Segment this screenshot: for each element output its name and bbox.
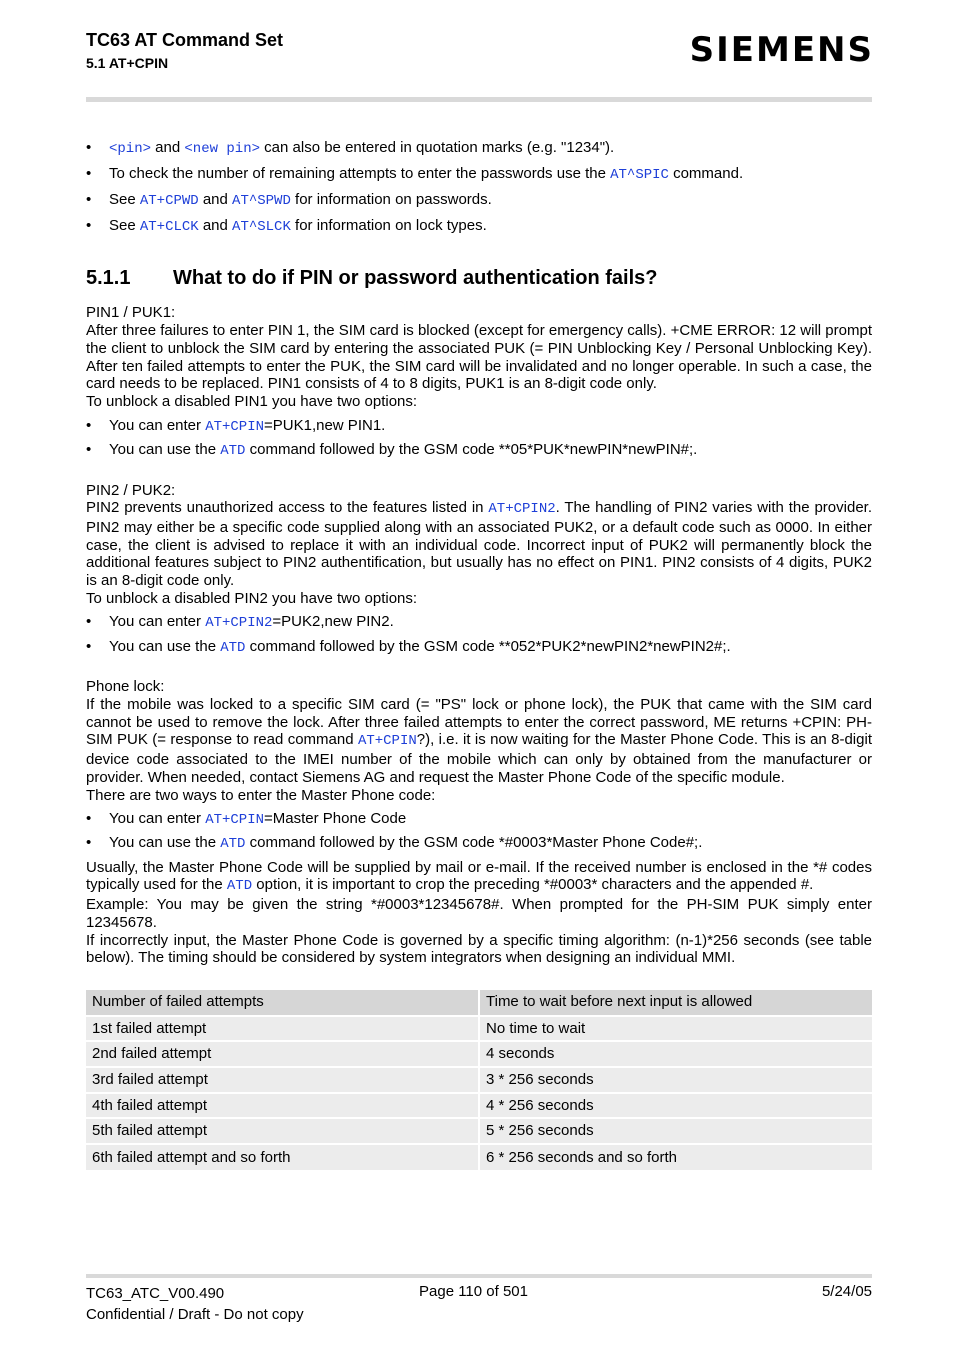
table-row: [86, 1093, 872, 1119]
code-link-atd[interactable]: ATD: [220, 836, 246, 853]
table-cell: 3rd failed attempt: [86, 1067, 479, 1093]
text: You can use the: [109, 834, 221, 852]
text: option, it is important to crop the preceding *#0003* characters and the appended #.: [252, 876, 814, 894]
failed-attempts-table: [86, 990, 872, 1170]
text: Usually, the Master Phone Code will be supplied by mail or e-mail. If the received number is enclosed in the *# codes typically used for the: [86, 858, 872, 894]
section-title: What to do if PIN or password authentication fails?: [173, 266, 658, 289]
pin1-body: After three failures to enter PIN 1, the SIM card is blocked (except for emergency calls). +CME ERROR: 12 will prompt the client to unblock the SIM card by entering the associated PUK (= PIN Unblocking Key / Personal Unblocking Key). After ten failed attempts to enter the PUK, the SIM card will be invalidated and no longer operable. In such a case, the card needs to be replaced. PIN1 consists of 4 to 8 digits, PUK1 is an 8-digit code only.: [86, 322, 872, 393]
text: If the mobile was locked to a specific SIM card (= "PS" lock or phone lock), the PUK that came with the SIM card cannot be used to remove the lock. After three failed attempts to enter the correct password, ME returns +CPIN: PH-SIM PUK (= response to read command: [86, 696, 872, 749]
text: You can use the: [109, 440, 221, 458]
footer-page-number: Page 110 of 501: [419, 1283, 528, 1300]
code-link-cpwd[interactable]: AT+CPWD: [139, 193, 199, 209]
footer-confidential: Confidential / Draft - Do not copy: [86, 1306, 304, 1323]
text: and: [198, 191, 233, 208]
table-cell: 5th failed attempt: [86, 1118, 479, 1144]
header-divider: [86, 97, 872, 102]
list-item: [86, 441, 872, 461]
table-row: [86, 1118, 872, 1144]
page-content: [86, 139, 872, 1170]
table-cell: 6th failed attempt and so forth: [86, 1144, 479, 1170]
pin1-label: PIN1 / PUK1:: [86, 304, 176, 322]
phone-lock-body: [86, 696, 872, 787]
text: See: [109, 191, 140, 208]
example-paragraph: Example: You may be given the string *#0003*12345678#. When prompted for the PH-SIM PUK simply enter 12345678.: [86, 896, 872, 931]
code-link-slck[interactable]: AT^SLCK: [232, 219, 291, 235]
text: and: [198, 217, 233, 234]
section-heading: [86, 266, 872, 289]
table-row: [86, 1144, 872, 1170]
text: =Master Phone Code: [264, 810, 407, 828]
table-cell: 4 * 256 seconds: [479, 1093, 872, 1119]
text: and: [151, 139, 185, 156]
text: can also be entered in quotation marks (e.g. "1234").: [260, 139, 615, 156]
table-header-row: [86, 990, 872, 1016]
pin2-body: [86, 499, 872, 590]
table-cell: No time to wait: [479, 1016, 872, 1042]
table-row: [86, 1041, 872, 1067]
table-cell: 2nd failed attempt: [86, 1041, 479, 1067]
list-item: [86, 834, 872, 854]
pin1-option-list: [86, 417, 872, 461]
code-link-atd[interactable]: ATD: [220, 639, 246, 656]
table-cell: 6 * 256 seconds and so forth: [479, 1144, 872, 1170]
table-row: [86, 1016, 872, 1042]
table-cell: 4th failed attempt: [86, 1093, 479, 1119]
timing-paragraph: If incorrectly input, the Master Phone Code is governed by a specific timing algorithm: (n-1)*256 seconds (see table below). The timing should be considered by system integrators when designing an individual MMI.: [86, 931, 872, 967]
code-link-atd[interactable]: ATD: [220, 442, 246, 459]
pin2-option-list: [86, 613, 872, 657]
pin2-block: [86, 482, 872, 658]
phone-lock-label: Phone lock:: [86, 678, 165, 696]
list-item: [86, 613, 872, 633]
text: ?), i.e. it is now waiting for the Master Phone Code. This is an 8-digit device code associated to the IMEI number of the mobile which can only by obtained from the manufacturer or provider. When needed, contact Siemens AG and request the Master Phone Code of the specific module.: [86, 731, 872, 786]
siemens-logo: SIEMENS: [689, 30, 874, 70]
section-number: 5.1.1: [86, 266, 131, 289]
list-item: [86, 217, 872, 237]
pin1-options: To unblock a disabled PIN1 you have two options:: [86, 392, 418, 410]
master-code-paragraph: [86, 859, 872, 896]
code-link-cpin2[interactable]: AT+CPIN2: [205, 615, 273, 632]
table-cell: 4 seconds: [479, 1041, 872, 1067]
text: See: [109, 217, 140, 234]
document-title: TC63 AT Command Set: [86, 30, 284, 50]
text: command followed by the GSM code **05*PUK*newPIN*newPIN#;.: [245, 440, 698, 458]
footer-doc-id: TC63_ATC_V00.490: [86, 1285, 225, 1302]
text: You can enter: [109, 810, 206, 828]
list-item: [86, 165, 872, 185]
table-header-cell: Time to wait before next input is allowed: [479, 990, 872, 1016]
text: for information on lock types.: [290, 217, 487, 234]
footer-divider: [86, 1274, 872, 1278]
table-header-cell: Number of failed attempts: [86, 990, 479, 1016]
text: command.: [668, 165, 744, 182]
phone-lock-options: There are two ways to enter the Master Phone code:: [86, 786, 436, 804]
table-cell: 1st failed attempt: [86, 1016, 479, 1042]
phone-lock-block: [86, 678, 872, 967]
code-link-cpin[interactable]: AT+CPIN: [357, 733, 417, 750]
text: You can use the: [109, 637, 221, 655]
code-link-clck[interactable]: AT+CLCK: [139, 219, 199, 235]
text: To check the number of remaining attempts to enter the passwords use the: [109, 165, 611, 182]
pin2-label: PIN2 / PUK2:: [86, 481, 176, 499]
table-cell: 5 * 256 seconds: [479, 1118, 872, 1144]
footer-date: 5/24/05: [821, 1283, 872, 1300]
list-item: [86, 810, 872, 830]
text: You can enter: [109, 416, 206, 434]
code-link-cpin[interactable]: AT+CPIN: [205, 418, 265, 435]
list-item: [86, 417, 872, 437]
text: . The handling of PIN2 varies with the provider. PIN2 may either be a specific code supplied along with an associated PUK2, or a default code such as 0000. In either case, the client is advised to replace it with an individual code. Incorrect input of PUK2 will permanently block the additional features subject to PIN2 authentification, but usually has no effect on PIN1. PIN2 consists of 4 digits, PUK2 is an 8-digit code only.: [86, 499, 872, 590]
code-link-spwd[interactable]: AT^SPWD: [232, 193, 291, 209]
pin2-options: To unblock a disabled PIN2 you have two options:: [86, 589, 418, 607]
code-link-pin[interactable]: <pin>: [109, 141, 152, 157]
table-cell: 3 * 256 seconds: [479, 1067, 872, 1093]
text: for information on passwords.: [290, 191, 492, 208]
list-item: [86, 638, 872, 658]
footer-left: [86, 1283, 304, 1325]
pin1-block: [86, 304, 872, 460]
text: command followed by the GSM code **052*PUK2*newPIN2*newPIN2#;.: [245, 637, 731, 655]
table-row: [86, 1067, 872, 1093]
list-item: [86, 191, 872, 211]
text: command followed by the GSM code *#0003*Master Phone Code#;.: [245, 834, 703, 852]
text: =PUK1,new PIN1.: [264, 416, 386, 434]
text: =PUK2,new PIN2.: [272, 613, 394, 631]
code-link-new-pin[interactable]: <new pin>: [184, 141, 261, 157]
code-link-atd[interactable]: ATD: [226, 878, 253, 895]
code-link-cpin[interactable]: AT+CPIN: [205, 812, 265, 829]
phone-lock-option-list: [86, 810, 872, 854]
code-link-cpin2[interactable]: AT+CPIN2: [488, 501, 556, 518]
section-subtitle: 5.1 AT+CPIN: [86, 55, 169, 71]
text: You can enter: [109, 613, 206, 631]
code-link-spic[interactable]: AT^SPIC: [610, 167, 669, 183]
intro-bullet-list: [86, 139, 872, 237]
text: PIN2 prevents unauthorized access to the features listed in: [86, 499, 489, 517]
list-item: [86, 139, 872, 159]
